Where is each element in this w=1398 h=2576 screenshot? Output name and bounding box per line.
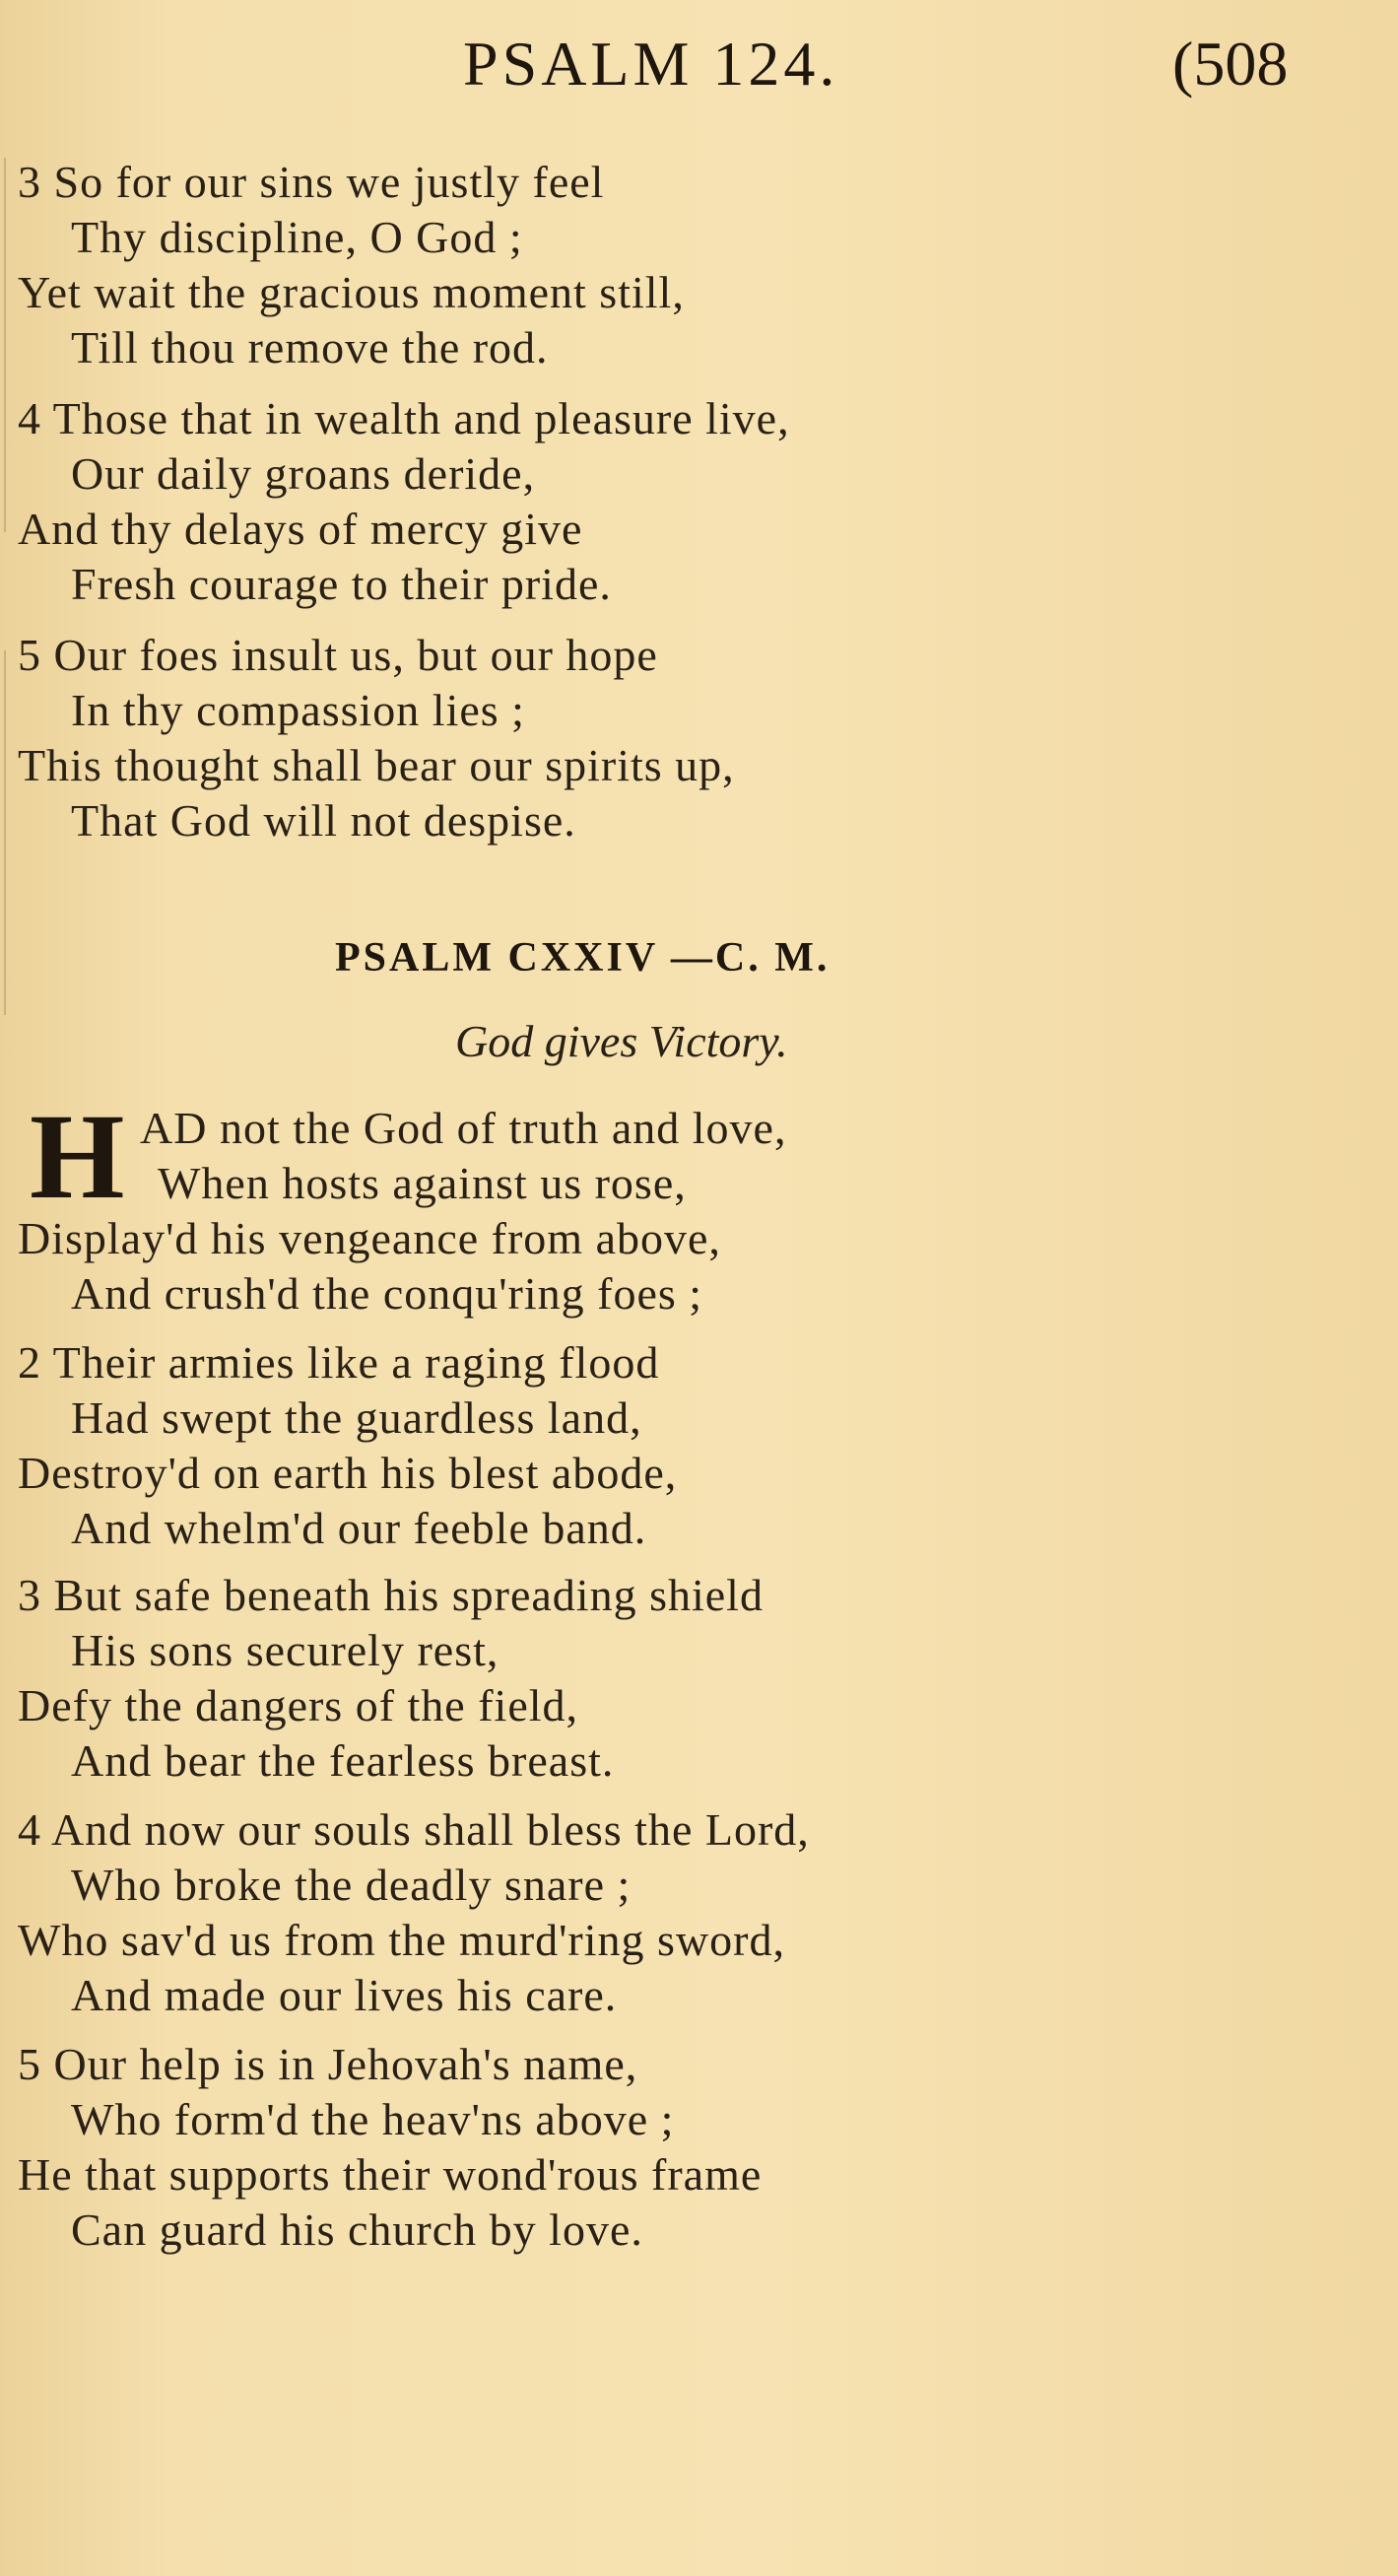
verse-line: And crush'd the conqu'ring foes ; bbox=[71, 1268, 703, 1319]
verse-line: 2 Their armies like a raging flood bbox=[18, 1337, 660, 1388]
psalm-subtitle: God gives Victory. bbox=[455, 1016, 788, 1066]
verse-line: AD not the God of truth and love, bbox=[140, 1103, 787, 1153]
verse-line: Our daily groans deride, bbox=[71, 448, 536, 499]
verse-line: Who form'd the heav'ns above ; bbox=[71, 2094, 675, 2144]
verse-line: Had swept the guardless land, bbox=[71, 1392, 642, 1443]
verse-line: Who broke the deadly snare ; bbox=[71, 1860, 632, 1910]
verse-line: Yet wait the gracious moment still, bbox=[18, 267, 685, 317]
verse-line: He that supports their wond'rous frame bbox=[18, 2149, 763, 2200]
drop-cap: H bbox=[30, 1089, 125, 1224]
verse-line: 5 Our foes insult us, but our hope bbox=[18, 630, 658, 680]
verse-line: And bear the fearless breast. bbox=[71, 1735, 615, 1786]
verse-line: Display'd his vengeance from above, bbox=[18, 1213, 721, 1263]
running-head: PSALM 124. bbox=[463, 29, 839, 99]
verse-line: In thy compassion lies ; bbox=[71, 685, 525, 735]
verse-line: His sons securely rest, bbox=[71, 1625, 499, 1675]
verse-line: Fresh courage to their pride. bbox=[71, 559, 612, 609]
verse-line: And thy delays of mercy give bbox=[18, 504, 583, 554]
verse-line: When hosts against us rose, bbox=[158, 1158, 687, 1208]
verse-line: 4 Those that in wealth and pleasure live, bbox=[18, 393, 790, 443]
verse-line: Defy the dangers of the field, bbox=[18, 1680, 579, 1730]
gutter-shadow bbox=[4, 158, 6, 532]
verse-line: Thy discipline, O God ; bbox=[71, 212, 523, 262]
verse-line: Till thou remove the rod. bbox=[71, 322, 549, 373]
verse-line: 4 And now our souls shall bless the Lord, bbox=[18, 1804, 810, 1855]
verse-line: This thought shall bear our spirits up, bbox=[18, 740, 735, 790]
verse-line: That God will not despise. bbox=[71, 795, 576, 846]
psalm-heading: PSALM CXXIV —C. M. bbox=[335, 935, 831, 981]
gutter-shadow bbox=[4, 650, 6, 1015]
page-number: (508 bbox=[1172, 29, 1289, 99]
page-header bbox=[0, 18, 1398, 97]
verse-line: 3 So for our sins we justly feel bbox=[18, 157, 605, 207]
verse-line: Who sav'd us from the murd'ring sword, bbox=[18, 1915, 785, 1965]
verse-line: Destroy'd on earth his blest abode, bbox=[18, 1448, 678, 1498]
verse-line: And whelm'd our feeble band. bbox=[71, 1503, 647, 1553]
verse-line: Can guard his church by love. bbox=[71, 2204, 643, 2255]
verse-line: 3 But safe beneath his spreading shield bbox=[18, 1570, 764, 1620]
verse-line: 5 Our help is in Jehovah's name, bbox=[18, 2039, 638, 2089]
verse-line: And made our lives his care. bbox=[71, 1970, 618, 2020]
